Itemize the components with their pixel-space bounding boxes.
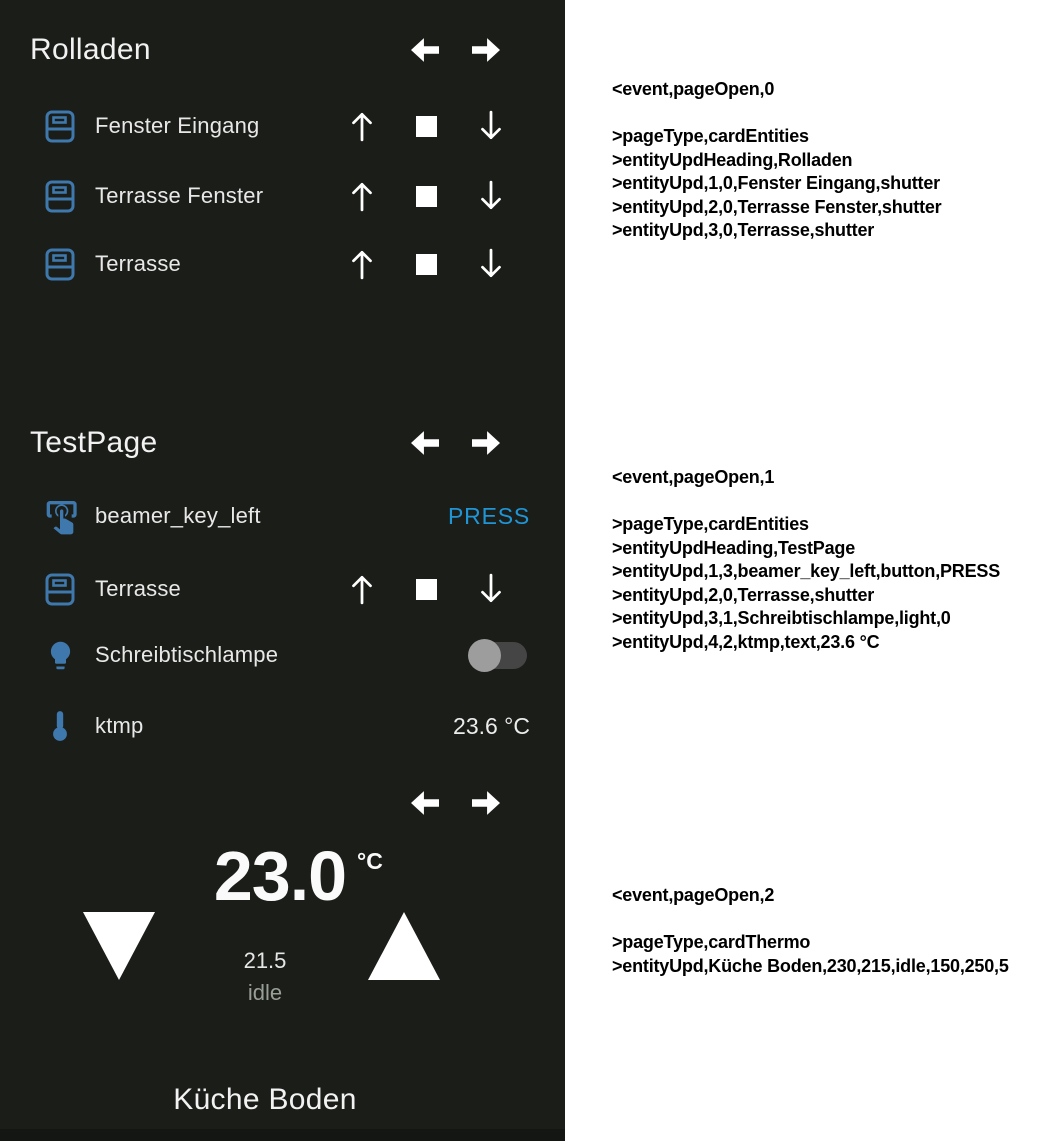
entity-label: ktmp	[95, 713, 144, 738]
nav-prev-icon[interactable]	[408, 36, 442, 64]
entity-label: Terrasse	[95, 251, 181, 276]
log-line: >entityUpd,2,0,Terrasse Fenster,shutter	[612, 196, 942, 217]
entity-label: beamer_key_left	[95, 503, 261, 528]
light-toggle[interactable]	[470, 642, 527, 669]
entity-label: Schreibtischlampe	[95, 642, 279, 667]
log-line: >pageType,cardEntities	[612, 126, 809, 146]
shutter-up-button[interactable]	[348, 179, 376, 213]
log-line: >entityUpdHeading,TestPage	[612, 537, 856, 558]
log-line: >pageType,cardEntities	[612, 514, 809, 534]
entity-row-fenster-eingang	[40, 104, 565, 148]
shutter-stop-button[interactable]	[416, 254, 437, 275]
page-title: Rolladen	[30, 33, 151, 66]
entity-label: Fenster Eingang	[95, 113, 260, 138]
shutter-up-button[interactable]	[348, 247, 376, 281]
toggle-knob[interactable]	[468, 639, 501, 672]
shutter-down-button[interactable]	[477, 109, 505, 143]
log-line: >entityUpd,3,0,Terrasse,shutter	[612, 220, 875, 240]
shutter-up-button[interactable]	[348, 109, 376, 143]
protocol-log-page2	[612, 884, 1042, 978]
log-line: >entityUpd,1,0,Fenster Eingang,shutter	[612, 173, 940, 193]
protocol-log-page1	[612, 466, 1042, 654]
gesture-tap-button-icon	[40, 496, 80, 536]
panel-bottom-edge	[0, 1129, 565, 1141]
shutter-controls	[348, 567, 505, 611]
temperature-unit: °C	[357, 848, 383, 874]
nav-next-icon[interactable]	[469, 429, 503, 457]
lightbulb-icon	[40, 639, 80, 672]
press-button[interactable]: PRESS	[448, 502, 530, 529]
entity-row-ktmp	[40, 704, 565, 748]
page-nav	[408, 789, 503, 817]
text-entity-value: 23.6 °C	[453, 712, 530, 739]
entity-row-schreibtischlampe	[40, 633, 565, 677]
log-line	[612, 490, 1042, 514]
entity-row-beamer-key-left	[40, 494, 565, 538]
window-shutter-icon	[40, 573, 80, 606]
shutter-controls	[348, 174, 505, 218]
log-line: >entityUpd,3,1,Schreibtischlampe,light,0	[612, 608, 951, 628]
window-shutter-icon	[40, 110, 80, 143]
shutter-stop-button[interactable]	[416, 579, 437, 600]
log-line: <event,pageOpen,2	[612, 885, 775, 905]
log-line: >entityUpd,Küche Boden,230,215,idle,150,250,5	[612, 955, 1009, 976]
entity-row-terrasse	[40, 242, 565, 286]
hvac-state: idle	[247, 980, 283, 1005]
shutter-up-button[interactable]	[348, 572, 376, 606]
target-temperature: 21.5	[243, 948, 287, 973]
log-line: >entityUpd,2,0,Terrasse,shutter	[612, 584, 875, 605]
page-title: TestPage	[30, 426, 158, 459]
shutter-controls	[348, 104, 505, 148]
nav-next-icon[interactable]	[469, 36, 503, 64]
entity-label: Terrasse	[95, 576, 181, 601]
page-nav	[408, 429, 503, 457]
log-line: <event,pageOpen,1	[612, 467, 775, 487]
protocol-log-page0	[612, 78, 1042, 243]
entity-row-terrasse-fenster	[40, 174, 565, 218]
current-temperature: 23.0	[213, 837, 347, 915]
card-testpage-header	[30, 422, 503, 464]
log-line: >entityUpdHeading,Rolladen	[612, 149, 853, 170]
shutter-down-button[interactable]	[477, 179, 505, 213]
entity-label: Terrasse Fenster	[95, 183, 264, 208]
log-line: >entityUpd,4,2,ktmp,text,23.6 °C	[612, 631, 880, 652]
page-nav	[408, 36, 503, 64]
thermostat-name: Küche Boden	[173, 1083, 357, 1116]
entity-row-terrasse-2	[40, 567, 565, 611]
log-line	[612, 102, 1042, 126]
shutter-down-button[interactable]	[477, 572, 505, 606]
nav-prev-icon[interactable]	[408, 789, 442, 817]
window-shutter-icon	[40, 248, 80, 281]
nav-prev-icon[interactable]	[408, 429, 442, 457]
shutter-down-button[interactable]	[477, 247, 505, 281]
nav-next-icon[interactable]	[469, 789, 503, 817]
window-shutter-icon	[40, 180, 80, 213]
log-line	[612, 908, 1042, 932]
shutter-controls	[348, 242, 505, 286]
shutter-stop-button[interactable]	[416, 116, 437, 137]
shutter-stop-button[interactable]	[416, 186, 437, 207]
card-rolladen-header	[30, 29, 503, 71]
log-line: >entityUpd,1,3,beamer_key_left,button,PRESS	[612, 561, 1001, 581]
thermometer-icon	[40, 709, 80, 743]
log-line: <event,pageOpen,0	[612, 79, 775, 99]
log-line: >pageType,cardThermo	[612, 932, 811, 952]
